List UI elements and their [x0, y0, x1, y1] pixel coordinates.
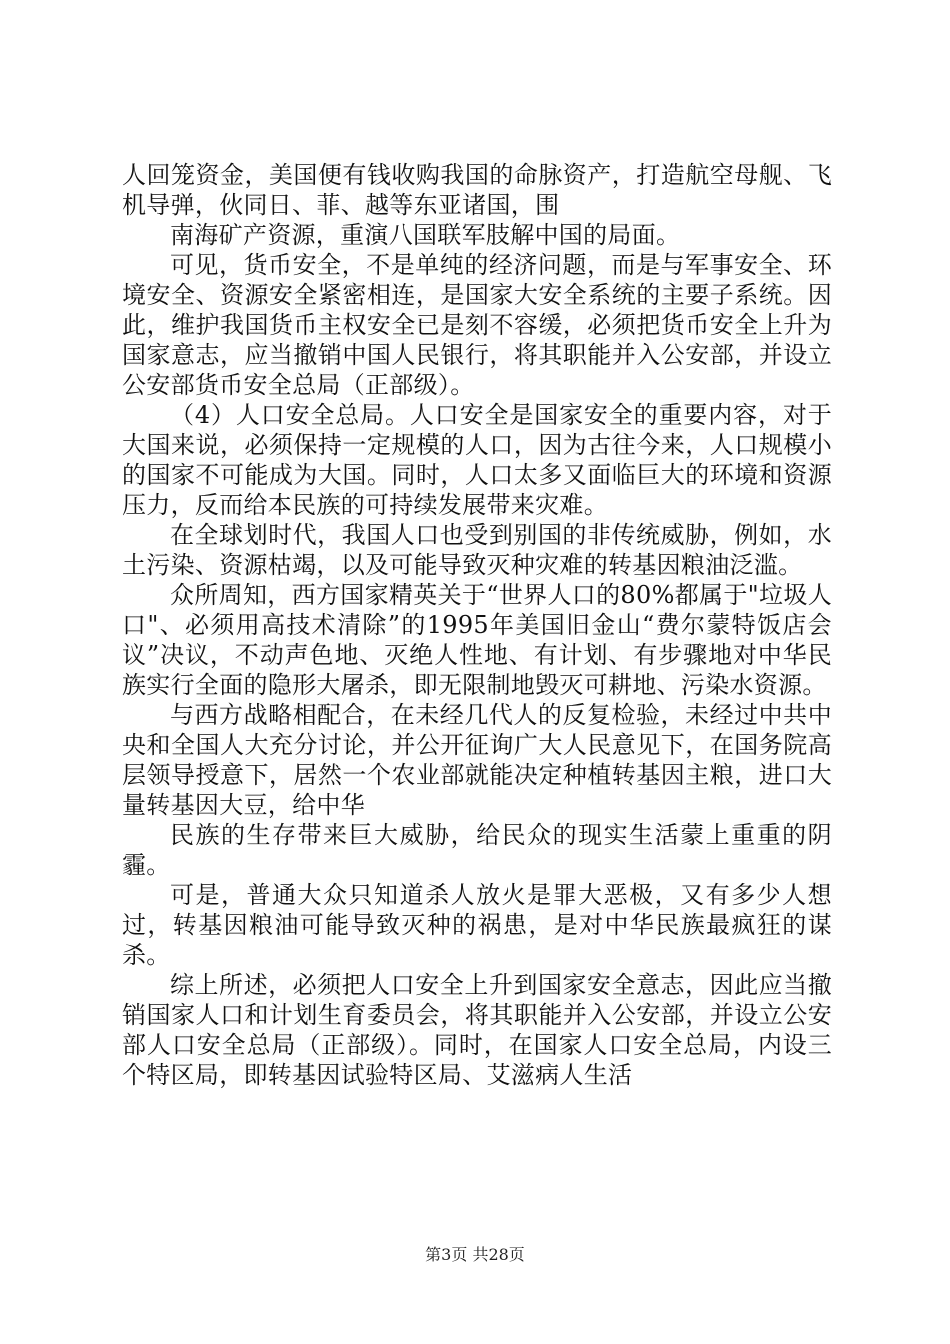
paragraph: 人回笼资金，美国便有钱收购我国的命脉资产，打造航空母舰、飞机导弹，伙同日、菲、越等东亚诸国，围	[122, 161, 832, 219]
body-text	[122, 160, 832, 1090]
paragraph: （4）人口安全总局。人口安全是国家安全的重要内容，对于大国来说，必须保持一定规模的人口，因为古往今来，人口规模小的国家不可能成为大国。同时，人口太多又面临巨大的环境和资源压力，反而给本民族的可持续发展带来灾难。	[122, 401, 832, 519]
paragraph: 与西方战略相配合，在未经几代人的反复检验，未经过中共中央和全国人大充分讨论，并公开征询广大人民意见下，在国务院高层领导授意下，居然一个农业部就能决定种植转基因主粮，进口大量转基因大豆，给中华	[122, 701, 832, 819]
paragraph: 可见，货币安全，不是单纯的经济问题，而是与军事安全、环境安全、资源安全紧密相连，是国家大安全系统的主要子系统。因此，维护我国货币主权安全已是刻不容缓，必须把货币安全上升为国家意志，应当撤销中国人民银行，将其职能并入公安部，并设立公安部货币安全总局（正部级）。	[122, 251, 832, 399]
paragraph: 南海矿产资源，重演八国联军肢解中国的局面。	[170, 221, 681, 249]
page-number-footer: 第3页 共28页	[425, 1245, 525, 1264]
paragraph: 众所周知，西方国家精英关于“世界人口的80%都属于"垃圾人口"、必须用高技术清除”的1995年美国旧金山“费尔蒙特饭店会议”决议，不动声色地、灭绝人性地、有计划、有步骤地对中华民族实行全面的隐形大屠杀，即无限制地毁灭可耕地、污染水资源。	[122, 581, 832, 699]
paragraph: 可是，普通大众只知道杀人放火是罪大恶极，又有多少人想过，转基因粮油可能导致灭种的祸患，是对中华民族最疯狂的谋杀。	[122, 881, 832, 969]
paragraph: 综上所述，必须把人口安全上升到国家安全意志，因此应当撤销国家人口和计划生育委员会，将其职能并入公安部，并设立公安部人口安全总局（正部级）。同时，在国家人口安全总局，内设三个特区局，即转基因试验特区局、艾滋病人生活	[122, 971, 832, 1089]
paragraph: 民族的生存带来巨大威胁，给民众的现实生活蒙上重重的阴霾。	[122, 821, 832, 879]
paragraph: 在全球划时代，我国人口也受到别国的非传统威胁，例如，水土污染、资源枯竭，以及可能导致灭种灾难的转基因粮油泛滥。	[122, 521, 832, 579]
